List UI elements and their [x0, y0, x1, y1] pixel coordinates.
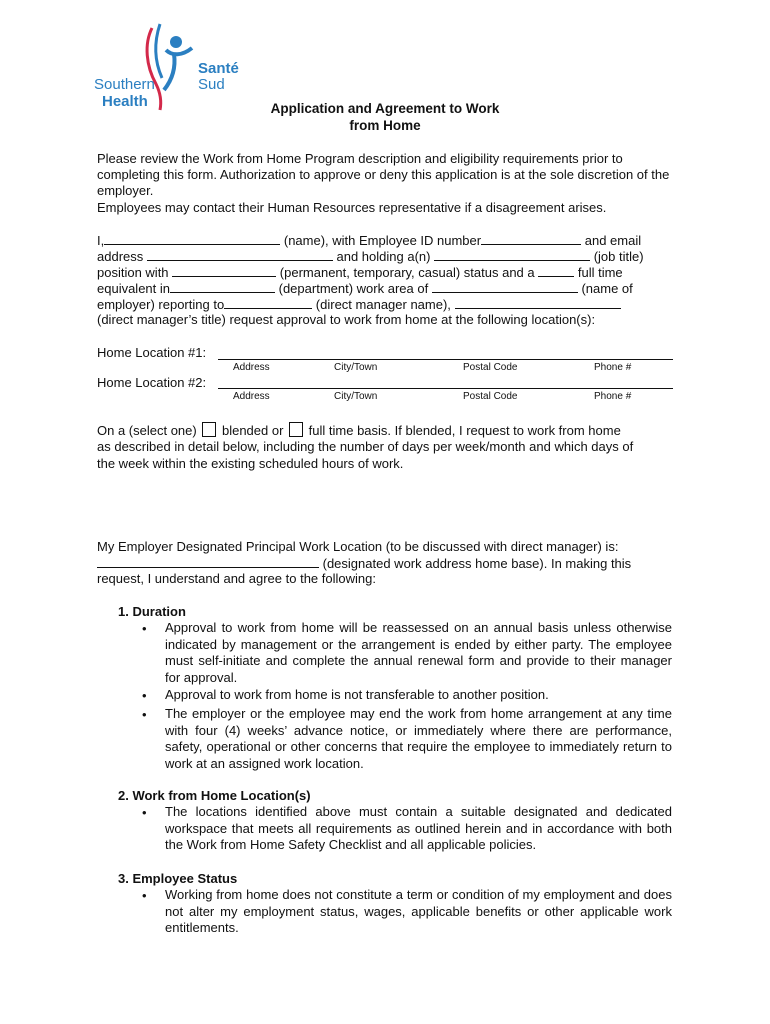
document-title-line2: from Home	[349, 118, 421, 133]
bullet: •	[142, 888, 147, 903]
employee-id-field[interactable]	[481, 232, 581, 245]
form-label: (permanent, temporary, casual) status and a	[279, 265, 535, 280]
home-location-2-field[interactable]	[218, 388, 673, 389]
form-label: full time	[577, 265, 623, 280]
form-label: I,	[97, 233, 105, 248]
basis-line-2: as described in detail below, including the number of days per week/month and which days of	[97, 439, 634, 454]
form-label: (direct manager name),	[315, 297, 451, 312]
logo-southern-text: Southern	[94, 76, 155, 93]
principal-line-3: request, I understand and agree to the following:	[97, 571, 376, 586]
form-line-name	[97, 232, 641, 249]
form-label: On a (select one)	[97, 423, 197, 438]
email-field[interactable]	[147, 248, 333, 261]
logo-sante-text: Santé	[198, 60, 239, 77]
form-line-manager	[97, 296, 621, 313]
form-line-email	[97, 248, 644, 265]
postal-caption: Postal Code	[463, 391, 518, 402]
address-caption: Address	[233, 391, 270, 402]
manager-name-field[interactable]	[224, 296, 312, 309]
address-caption: Address	[233, 362, 270, 373]
form-line-status	[97, 264, 623, 281]
bullet: •	[142, 707, 147, 722]
form-label: (designated work address home base). In making this	[322, 556, 632, 571]
form-label: full time basis. If blended, I request to work from home	[308, 423, 621, 438]
section-status-heading: 3. Employee Status	[118, 871, 238, 886]
form-label: position with	[97, 265, 169, 280]
form-label: (job title)	[593, 249, 644, 264]
basis-line-3: the week within the existing scheduled hours of work.	[97, 456, 404, 471]
location-bullet-1: The locations identified above must contain a suitable designated and dedicated workspace that meets all requirements as outlined herein and in accordance with both the Work from Home Safety Checklist and all applicable policies.	[165, 804, 672, 852]
bullet: •	[142, 621, 147, 636]
form-label: employer) reporting to	[97, 297, 225, 312]
intro-paragraph: Please review the Work from Home Program description and eligibility requirements prior to completing this form. Authorization to approve or deny this application is at the sole discretion of the employer.	[97, 151, 670, 198]
bullet: •	[142, 688, 147, 703]
section-duration-heading: 1. Duration	[118, 604, 186, 619]
city-caption: City/Town	[334, 391, 378, 402]
bullet: •	[142, 805, 147, 820]
form-label: equivalent in	[97, 281, 170, 296]
section-location-heading: 2. Work from Home Location(s)	[118, 788, 311, 803]
manager-title-field[interactable]	[455, 296, 621, 309]
form-line-request: (direct manager’s title) request approval to work from home at the following location(s):	[97, 312, 596, 327]
work-area-field[interactable]	[432, 280, 578, 293]
city-caption: City/Town	[334, 362, 378, 373]
full-time-checkbox[interactable]	[289, 422, 303, 437]
department-field[interactable]	[170, 280, 275, 293]
form-label: (department) work area of	[278, 281, 429, 296]
job-title-field[interactable]	[434, 248, 590, 261]
principal-line-2	[97, 555, 631, 572]
home-location-2-label: Home Location #2:	[97, 375, 207, 390]
name-field[interactable]	[104, 232, 280, 245]
home-location-1-field[interactable]	[218, 359, 673, 360]
principal-line-1: My Employer Designated Principal Work Location (to be discussed with direct manager) is:	[97, 539, 619, 554]
form-line-department	[97, 280, 633, 297]
document-title-line1: Application and Agreement to Work	[270, 101, 500, 116]
home-location-1-label: Home Location #1:	[97, 345, 207, 360]
phone-caption: Phone #	[594, 362, 632, 373]
logo-sud-text: Sud	[198, 76, 225, 93]
blended-checkbox[interactable]	[202, 422, 216, 437]
form-label: (name), with Employee ID number	[283, 233, 482, 248]
duration-bullet-1: Approval to work from home will be reassessed on an annual basis unless otherwise indicated by management or the arrangement is ended by either party. The employee must self-initiate and complete the annual renewal form and provide to their manager for approval.	[165, 620, 672, 685]
phone-caption: Phone #	[594, 391, 632, 402]
logo-health-text: Health	[102, 93, 148, 110]
fte-field[interactable]	[538, 264, 574, 277]
postal-caption: Postal Code	[463, 362, 518, 373]
form-label: and email	[584, 233, 642, 248]
duration-bullet-2: Approval to work from home is not transferable to another position.	[165, 687, 549, 702]
duration-bullet-3: The employer or the employee may end the work from home arrangement at any time with four (4) weeks’ advance notice, or immediately where there are performance, safety, operational or other concerns that require the employee to immediately return to work at an assigned work location.	[165, 706, 672, 771]
position-field[interactable]	[172, 264, 276, 277]
form-label: and holding a(n)	[336, 249, 431, 264]
form-label: (name of	[581, 281, 633, 296]
principal-location-field[interactable]	[97, 555, 319, 568]
form-label: address	[97, 249, 144, 264]
intro-hr-note: Employees may contact their Human Resources representative if a disagreement arises.	[97, 200, 607, 215]
basis-line-1	[97, 422, 621, 439]
status-bullet-1: Working from home does not constitute a term or condition of my employment and does not alter my employment status, wages, applicable benefits or other applicable work entitlements.	[165, 887, 672, 935]
form-label: blended or	[221, 423, 284, 438]
